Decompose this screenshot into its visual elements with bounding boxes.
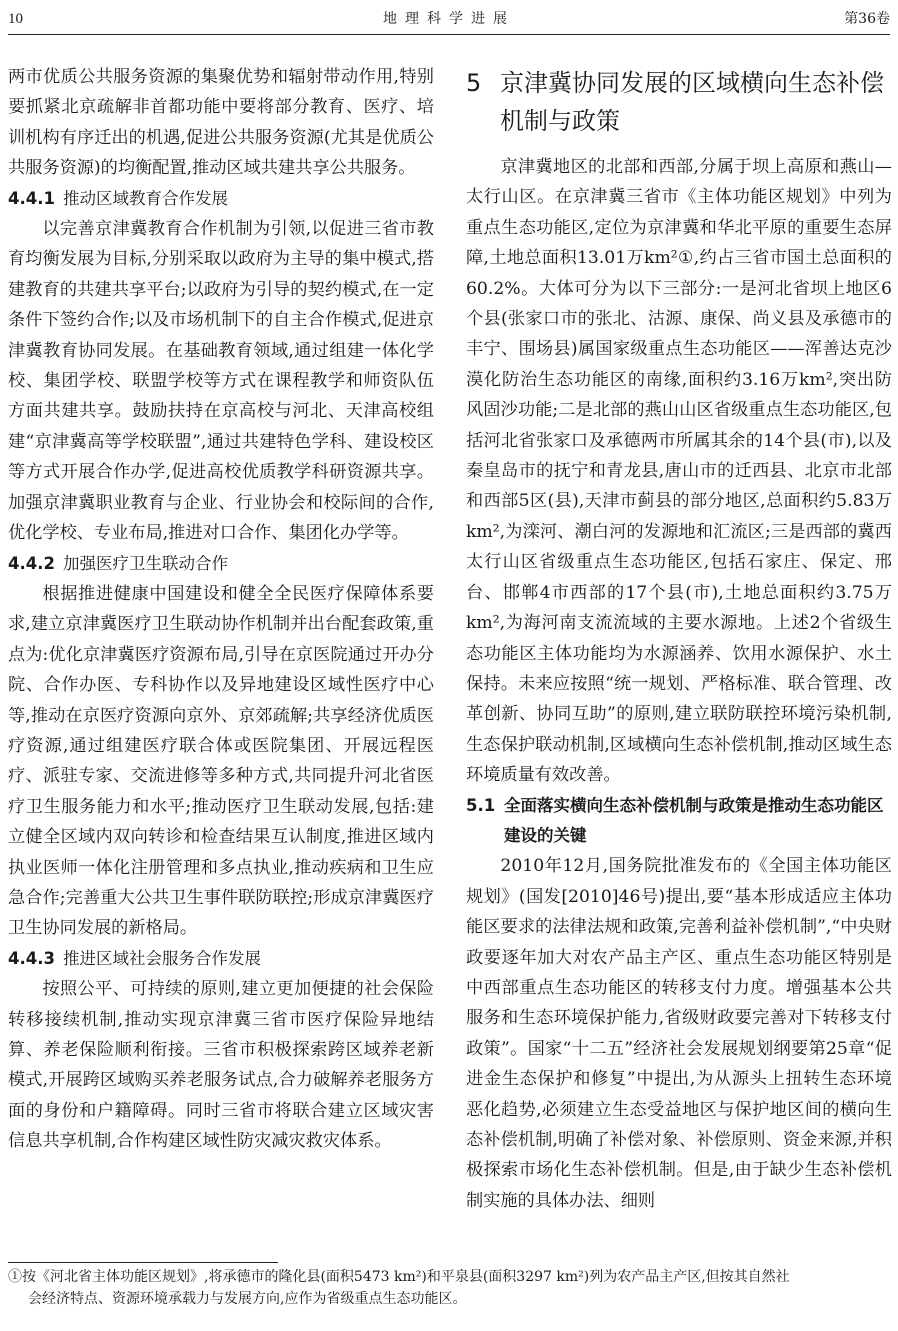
section-heading-4-4-3: [8, 944, 434, 974]
volume-label: 第36卷: [844, 11, 890, 27]
paragraph: 以完善京津冀教育合作机制为引领,以促进三省市教育均衡发展为目标,分别采取以政府为主导的集中模式,搭建教育的共建共享平台;以政府为引导的契约模式,在一定条件下签约合作;以及市场机制下的自主合作模式,促进京津冀教育协同发展。在基础教育领域,通过组建一体化学校、集团学校、联盟学校等方式在课程教学和师资队伍方面共建共享。鼓励扶持在京高校与河北、天津高校组建“京津冀高等学校联盟”,通过共建特色学科、建设校区等方式开展合作办学,促进高校优质教学科研资源共享。加强京津冀职业教育与企业、行业协会和校际间的合作,优化学校、专业布局,推进对口合作、集团化办学等。: [8, 219, 434, 544]
paragraph: 按照公平、可持续的原则,建立更加便捷的社会保险转移接续机制,推动实现京津冀三省市医疗保险异地结算、养老保险顺利衔接。三省市积极探索跨区域养老新模式,开展跨区域购买养老服务试点,合力破解养老服务方面的身份和户籍障碍。同时三省市将联合建立区域灾害信息共享机制,合作构建区域性防灾减灾救灾体系。: [8, 979, 434, 1152]
footnote-rule: [8, 1262, 278, 1263]
paragraph: 根据推进健康中国建设和健全全民医疗保障体系要求,建立京津冀医疗卫生联动协作机制并出台配套政策,重点为:优化京津冀医疗资源布局,引导在京医院通过开办分院、合作办医、专科协作以及异地建设区域性医疗中心等,推动在京医疗资源向京外、京郊疏解;共享经济优质医疗资源,通过组建医疗联合体或医院集团、开展远程医疗、派驻专家、交流进修等多种方式,共同提升河北省医疗卫生服务能力和水平;推动医疗卫生联动发展,包括:建立健全区域内双向转诊和检查结果互认制度,推进区域内执业医师一体化注册管理和多点执业,推动疾病和卫生应急合作;完善重大公共卫生事件联防联控;形成京津冀医疗卫生协同发展的新格局。: [8, 583, 434, 939]
section-heading-5: [466, 64, 892, 140]
left-column: [8, 62, 434, 1157]
section-title: 京津冀协同发展的区域横向生态补偿机制与政策: [500, 69, 884, 135]
section-title: 推动区域教育合作发展: [62, 188, 228, 208]
section-title: 加强医疗卫生联动合作: [62, 553, 228, 573]
header-rule: [8, 34, 890, 35]
page-number: 10: [8, 11, 23, 27]
page-header: [8, 6, 890, 32]
section-title: 全面落实横向生态补偿机制与政策是推动生态功能区建设的关键: [504, 795, 884, 845]
section-title: 推进区域社会服务合作发展: [62, 948, 261, 968]
section-heading-5-1: [466, 791, 892, 852]
paragraph: 京津冀地区的北部和西部,分属于坝上高原和燕山—太行山区。在京津冀三省市《主体功能区规划》中列为重点生态功能区,定位为京津冀和华北平原的重要生态屏障,土地总面积13.01万km²①,约占三省市国土总面积的60.2%。大体可分为以下三部分:一是河北省坝上地区6个县(张家口市的张北、沽源、康保、尚义县及承德市的丰宁、围场县)属国家级重点生态功能区——浑善达克沙漠化防治生态功能区的南缘,面积约3.16万km²,突出防风固沙功能;二是北部的燕山山区省级重点生态功能区,包括河北省张家口及承德两市所属其余的14个县(市),以及秦皇岛市的抚宁和青龙县,唐山市的迁西县、北京市北部和西部5区(县),天津市蓟县的部分地区,总面积约5.83万km²,为滦河、潮白河的发源地和汇流区;三是西部的冀西太行山区省级重点生态功能区,包括石家庄、保定、邢台、邯郸4市西部的17个县(市),土地总面积约3.75万km²,为海河南支流流域的主要水源地。上述2个省级生态功能区主体功能均为水源涵养、饮用水源保护、水土保持。未来应按照“统一规划、严格标准、联合管理、改革创新、协同互助”的原则,建立联防联控环境污染机制,生态保护联动机制,区域横向生态补偿机制,推动区域生态环境质量有效改善。: [466, 157, 892, 786]
right-column: [466, 62, 892, 1216]
paragraph: 2010年12月,国务院批准发布的《全国主体功能区规划》(国发[2010]46号)提出,要“基本形成适应主体功能区要求的法律法规和政策,完善利益补偿机制”,“中央财政要逐年加大对农产品主产区、重点生态功能区特别是中西部重点生态功能区的转移支付力度。增强基本公共服务和生态环境保护能力,省级财政要完善对下转移支付政策”。国家“十二五”经济社会发展规划纲要第25章“促进金生态保护和修复”中提出,为从源头上扭转生态环境恶化趋势,必须建立生态受益地区与保护地区间的横向生态补偿机制,明确了补偿对象、补偿原则、资金来源,并积极探索市场化生态补偿机制。但是,由于缺少生态补偿机制实施的具体办法、细则: [466, 856, 892, 1211]
section-number: 4.4.1: [8, 188, 55, 208]
footnote: [8, 1266, 890, 1310]
section-number: 4.4.3: [8, 948, 55, 968]
section-number: 5.1: [466, 795, 496, 815]
section-heading-4-4-1: [8, 184, 434, 214]
section-number: 5: [466, 69, 482, 97]
paragraph: 两市优质公共服务资源的集聚优势和辐射带动作用,特别要抓紧北京疏解非首都功能中要将部分教育、医疗、培训机构有序迁出的机遇,促进公共服务资源(尤其是优质公共服务资源)的均衡配置,推动区域共建共享公共服务。: [8, 67, 434, 179]
section-heading-4-4-2: [8, 549, 434, 579]
footnote-line: 会经济特点、资源环境承载力与发展方向,应作为省级重点生态功能区。: [28, 1291, 467, 1307]
footnote-line: ①按《河北省主体功能区规划》,将承德市的隆化县(面积5473 km²)和平泉县(面积3297 km²)列为农产品主产区,但按其自然社: [8, 1269, 790, 1285]
journal-title: 地理科学进展: [383, 11, 515, 27]
section-number: 4.4.2: [8, 553, 55, 573]
